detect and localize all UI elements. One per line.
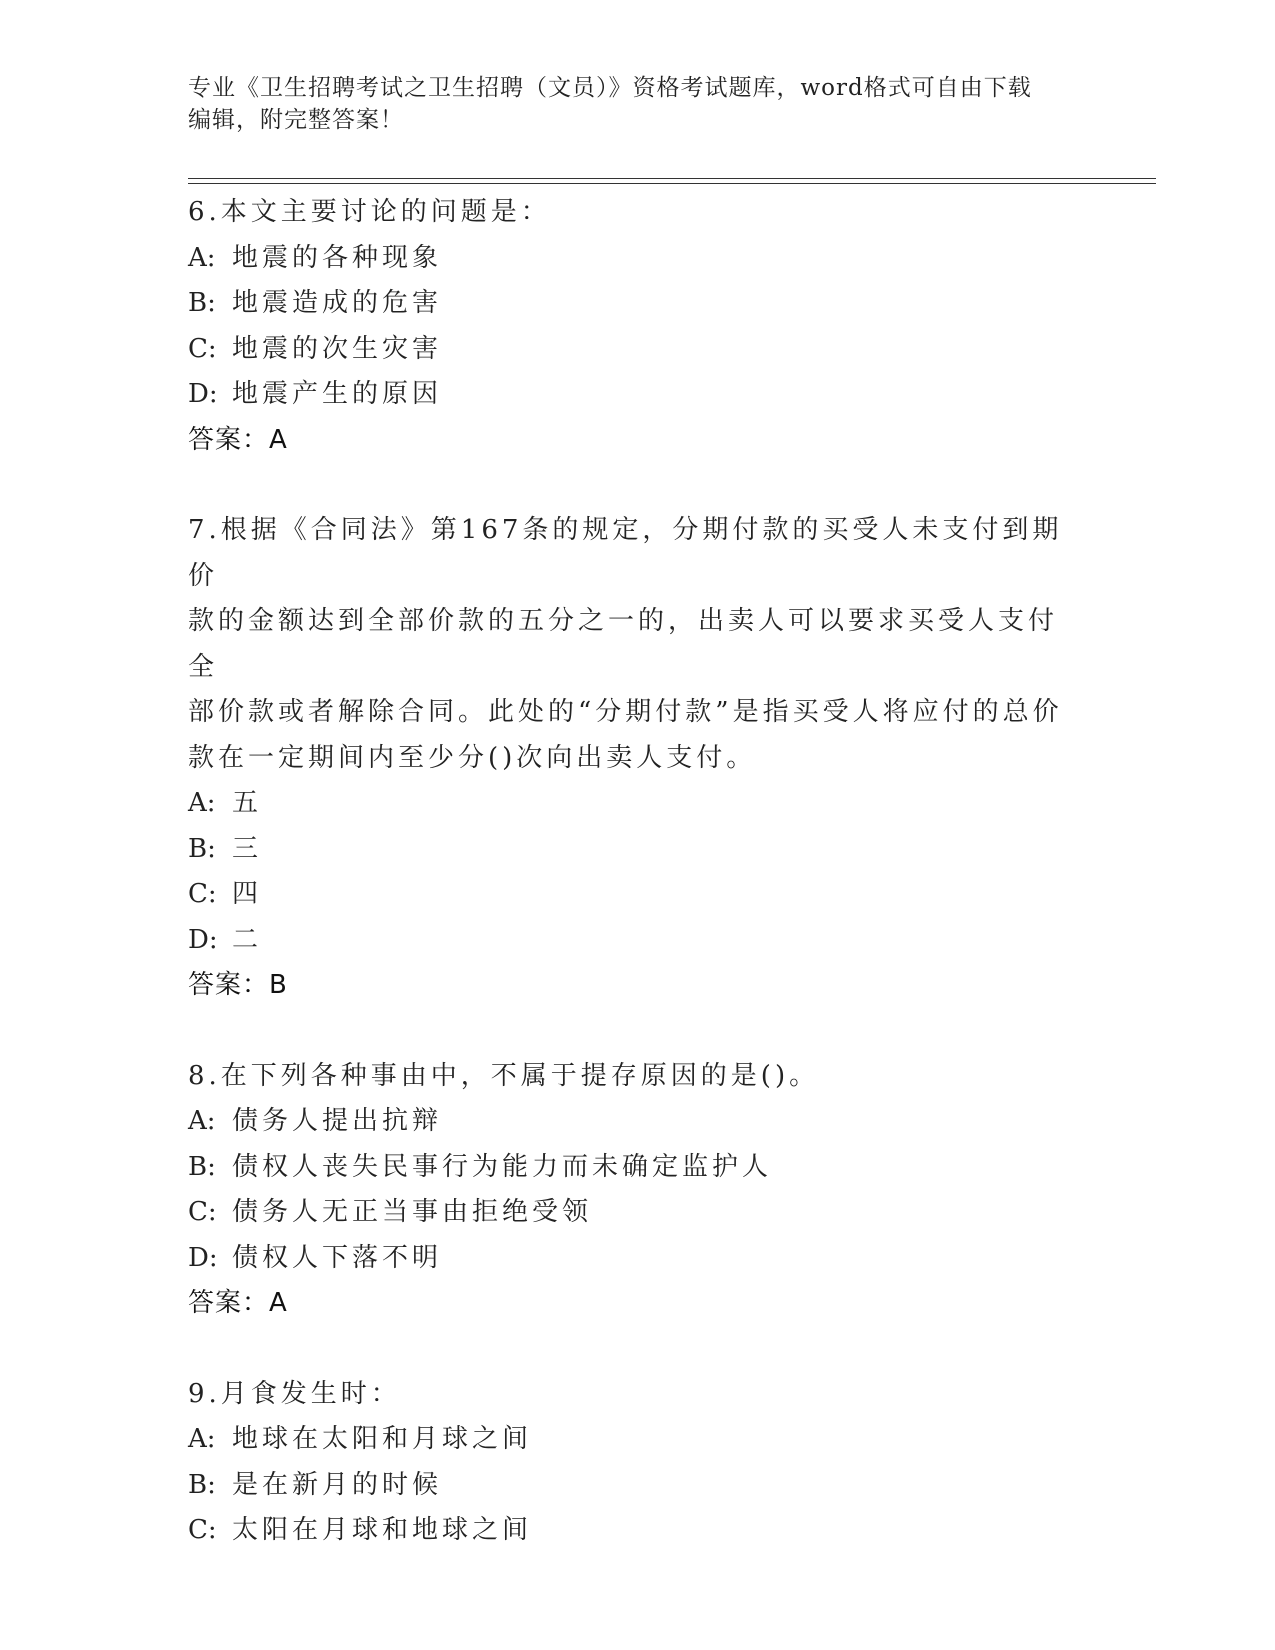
question-spacer — [188, 463, 1068, 508]
question-stem-line-2: 款的金额达到全部价款的五分之一的，出卖人可以要求买受人支付全 — [188, 606, 1059, 682]
option-letter: D: — [188, 379, 218, 409]
header-divider-top — [188, 178, 1156, 179]
option-text: 太阳在月球和地球之间 — [232, 1515, 533, 1545]
option-letter: C: — [188, 879, 217, 909]
question-stem: 9.月食发生时： — [188, 1378, 401, 1409]
option-letter: D: — [188, 924, 218, 955]
question-stem-line-3: 部价款或者解除合同。此处的“分期付款”是指买受人将应付的总价 — [188, 697, 1063, 727]
option-text: 四 — [232, 879, 263, 909]
question-spacer — [188, 1009, 1068, 1054]
option-text: 地震的次生灾害 — [232, 333, 443, 364]
document-header — [188, 72, 1068, 136]
option-a — [188, 781, 1068, 827]
option-text: 债权人丧失民事行为能力而未确定监护人 — [232, 1151, 773, 1182]
option-letter: A: — [188, 242, 216, 273]
option-text: 地震造成的危害 — [232, 288, 443, 318]
option-b — [188, 1463, 1068, 1509]
option-letter: C: — [188, 333, 217, 364]
question-stem: 6.本文主要讨论的问题是： — [188, 197, 551, 227]
option-c — [188, 1508, 1068, 1554]
option-letter: B: — [188, 1469, 216, 1500]
option-b — [188, 1145, 1068, 1191]
question-stem-line-1: 7.根据《合同法》第167条的规定，分期付款的买受人未支付到期价 — [188, 515, 1063, 591]
option-letter: A: — [188, 1106, 216, 1136]
question-list — [188, 190, 1068, 1554]
question-9 — [188, 1372, 1068, 1554]
option-text: 地震产生的原因 — [232, 379, 443, 409]
option-text: 债务人提出抗辩 — [232, 1106, 443, 1136]
option-text: 债务人无正当事由拒绝受领 — [232, 1197, 593, 1227]
question-stem: 8.在下列各种事由中，不属于提存原因的是()。 — [188, 1060, 820, 1091]
header-line-2: 编辑，附完整答案！ — [188, 107, 404, 133]
option-text: 债权人下落不明 — [232, 1242, 443, 1273]
option-letter: B: — [188, 1151, 216, 1182]
option-letter: D: — [188, 1242, 218, 1273]
option-a — [188, 1099, 1068, 1145]
question-spacer — [188, 1327, 1068, 1372]
header-line-1: 专业《卫生招聘考试之卫生招聘（文员）》资格考试题库，word格式可自由下载 — [188, 75, 1032, 101]
question-7 — [188, 508, 1068, 1009]
option-d — [188, 918, 1068, 964]
option-letter: A: — [188, 1424, 216, 1454]
question-stem-line-4: 款在一定期间内至少分()次向出卖人支付。 — [188, 742, 757, 773]
option-a — [188, 1417, 1068, 1463]
header-divider-bottom — [188, 183, 1156, 184]
option-text: 五 — [232, 788, 263, 818]
option-text: 地震的各种现象 — [232, 242, 443, 273]
answer-label: 答案：B — [188, 970, 288, 1000]
option-c — [188, 327, 1068, 373]
answer-label: 答案：A — [188, 1288, 288, 1318]
option-c — [188, 1190, 1068, 1236]
question-6 — [188, 190, 1068, 463]
option-letter: B: — [188, 288, 216, 318]
option-b — [188, 827, 1068, 873]
option-text: 三 — [232, 833, 263, 864]
answer-label: 答案：A — [188, 424, 288, 455]
option-a — [188, 236, 1068, 282]
option-b — [188, 281, 1068, 327]
option-letter: C: — [188, 1515, 217, 1545]
option-d — [188, 372, 1068, 418]
question-8 — [188, 1054, 1068, 1327]
option-text: 是在新月的时候 — [232, 1469, 443, 1500]
option-letter: A: — [188, 788, 216, 818]
option-text: 地球在太阳和月球之间 — [232, 1424, 533, 1454]
option-letter: C: — [188, 1197, 217, 1227]
option-d — [188, 1236, 1068, 1282]
option-c — [188, 872, 1068, 918]
option-text: 二 — [232, 924, 263, 955]
option-letter: B: — [188, 833, 216, 864]
